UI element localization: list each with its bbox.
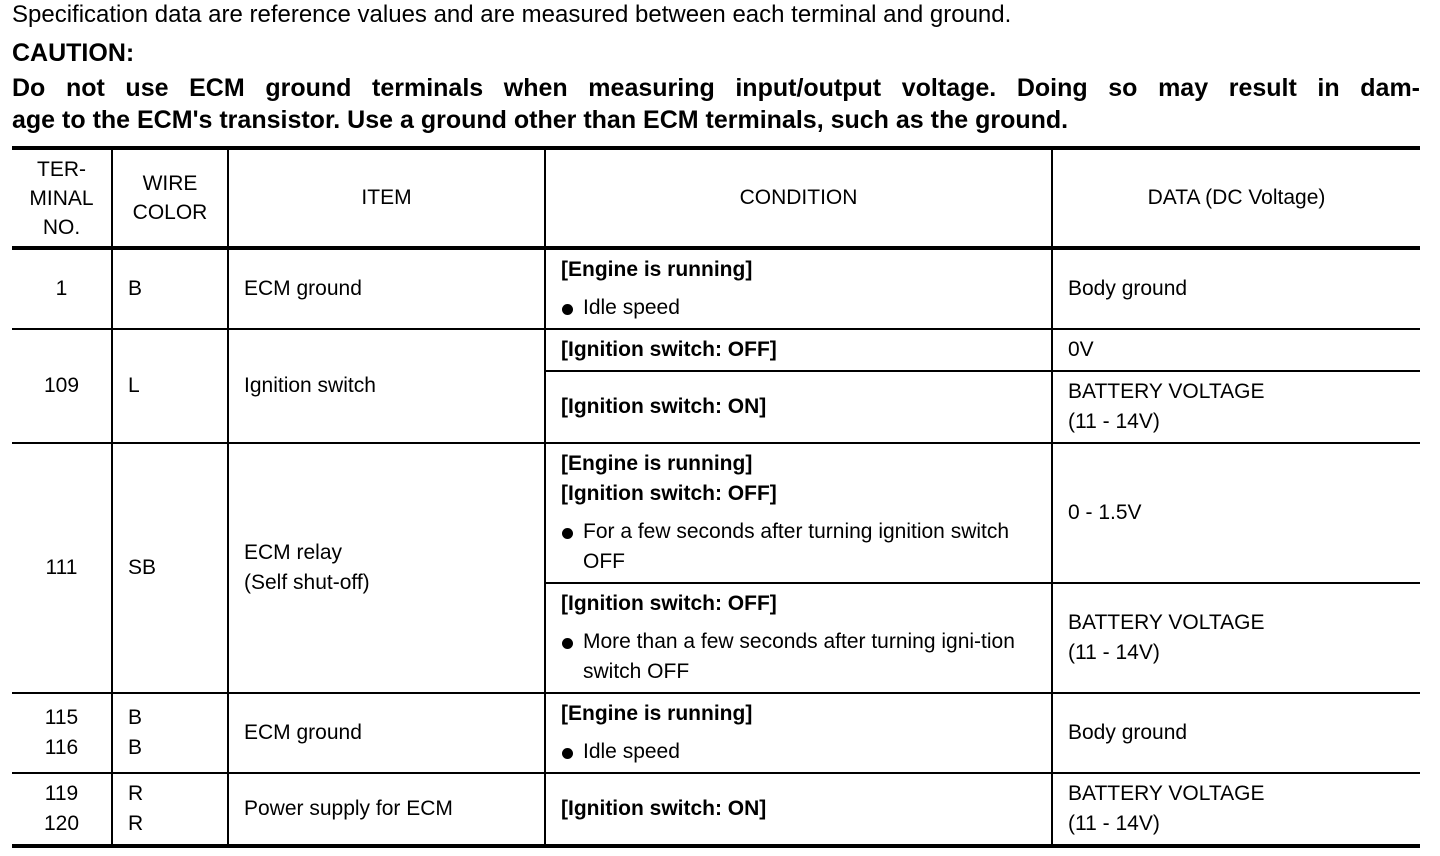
data-cell: Body ground: [1052, 248, 1420, 329]
table-header-row: [12, 148, 1420, 248]
caution-line-2: age to the ECM's transistor. Use a ground other than ECM terminals, such as the ground.: [12, 106, 1069, 134]
terminal-spec-table: [12, 146, 1420, 848]
caution-line-1: Do not use ECM ground terminals when measuring input/output voltage. Doing so may result in dam-: [12, 74, 1420, 102]
header-wire-color: WIRE COLOR: [112, 148, 228, 248]
table-row: [12, 443, 1420, 583]
data-cell: Body ground: [1052, 693, 1420, 773]
caution-title: CAUTION:: [12, 39, 135, 67]
table-row: [12, 329, 1420, 371]
data-cell: 0V: [1052, 329, 1420, 371]
data-cell: BATTERY VOLTAGE (11 - 14V): [1052, 773, 1420, 846]
data-cell: 0 - 1.5V: [1052, 443, 1420, 583]
item-cell: Ignition switch: [228, 329, 545, 443]
wire-color-cell: R R: [112, 773, 228, 846]
wire-color-cell: B B: [112, 693, 228, 773]
table-row: [12, 693, 1420, 773]
condition-cell: [Engine is running] [Ignition switch: OFF] For a few seconds after turning ignition switch OFF: [545, 443, 1052, 583]
terminal-cell: 1: [12, 248, 112, 329]
terminal-cell: 115 116: [12, 693, 112, 773]
terminal-cell: 111: [12, 443, 112, 693]
wire-color-cell: L: [112, 329, 228, 443]
condition-cell: [Ignition switch: OFF]: [545, 329, 1052, 371]
terminal-cell: 109: [12, 329, 112, 443]
data-cell: BATTERY VOLTAGE (11 - 14V): [1052, 583, 1420, 693]
header-item: ITEM: [228, 148, 545, 248]
table-row: [12, 248, 1420, 329]
table-row: [12, 773, 1420, 846]
wire-color-cell: SB: [112, 443, 228, 693]
intro-text: Specification data are reference values and are measured between each terminal and ground.: [12, 1, 1012, 28]
data-cell: BATTERY VOLTAGE (11 - 14V): [1052, 371, 1420, 443]
bullet-item: Idle speed: [561, 737, 1036, 767]
condition-cell: [Ignition switch: OFF] More than a few seconds after turning igni-tion switch OFF: [545, 583, 1052, 693]
caution-text: [12, 72, 1420, 136]
header-terminal-no: TER- MINAL NO.: [12, 148, 112, 248]
bullet-item: For a few seconds after turning ignition switch OFF: [561, 517, 1036, 577]
item-cell: Power supply for ECM: [228, 773, 545, 846]
terminal-cell: 119 120: [12, 773, 112, 846]
wire-color-cell: B: [112, 248, 228, 329]
condition-cell: [Engine is running] Idle speed: [545, 693, 1052, 773]
condition-cell: [Ignition switch: ON]: [545, 371, 1052, 443]
header-data: DATA (DC Voltage): [1052, 148, 1420, 248]
condition-cell: [Ignition switch: ON]: [545, 773, 1052, 846]
item-cell: ECM ground: [228, 248, 545, 329]
item-cell: ECM relay (Self shut-off): [228, 443, 545, 693]
header-condition: CONDITION: [545, 148, 1052, 248]
bullet-item: More than a few seconds after turning igni-tion switch OFF: [561, 627, 1036, 687]
bullet-item: Idle speed: [561, 293, 1036, 323]
item-cell: ECM ground: [228, 693, 545, 773]
condition-cell: [Engine is running] Idle speed: [545, 248, 1052, 329]
